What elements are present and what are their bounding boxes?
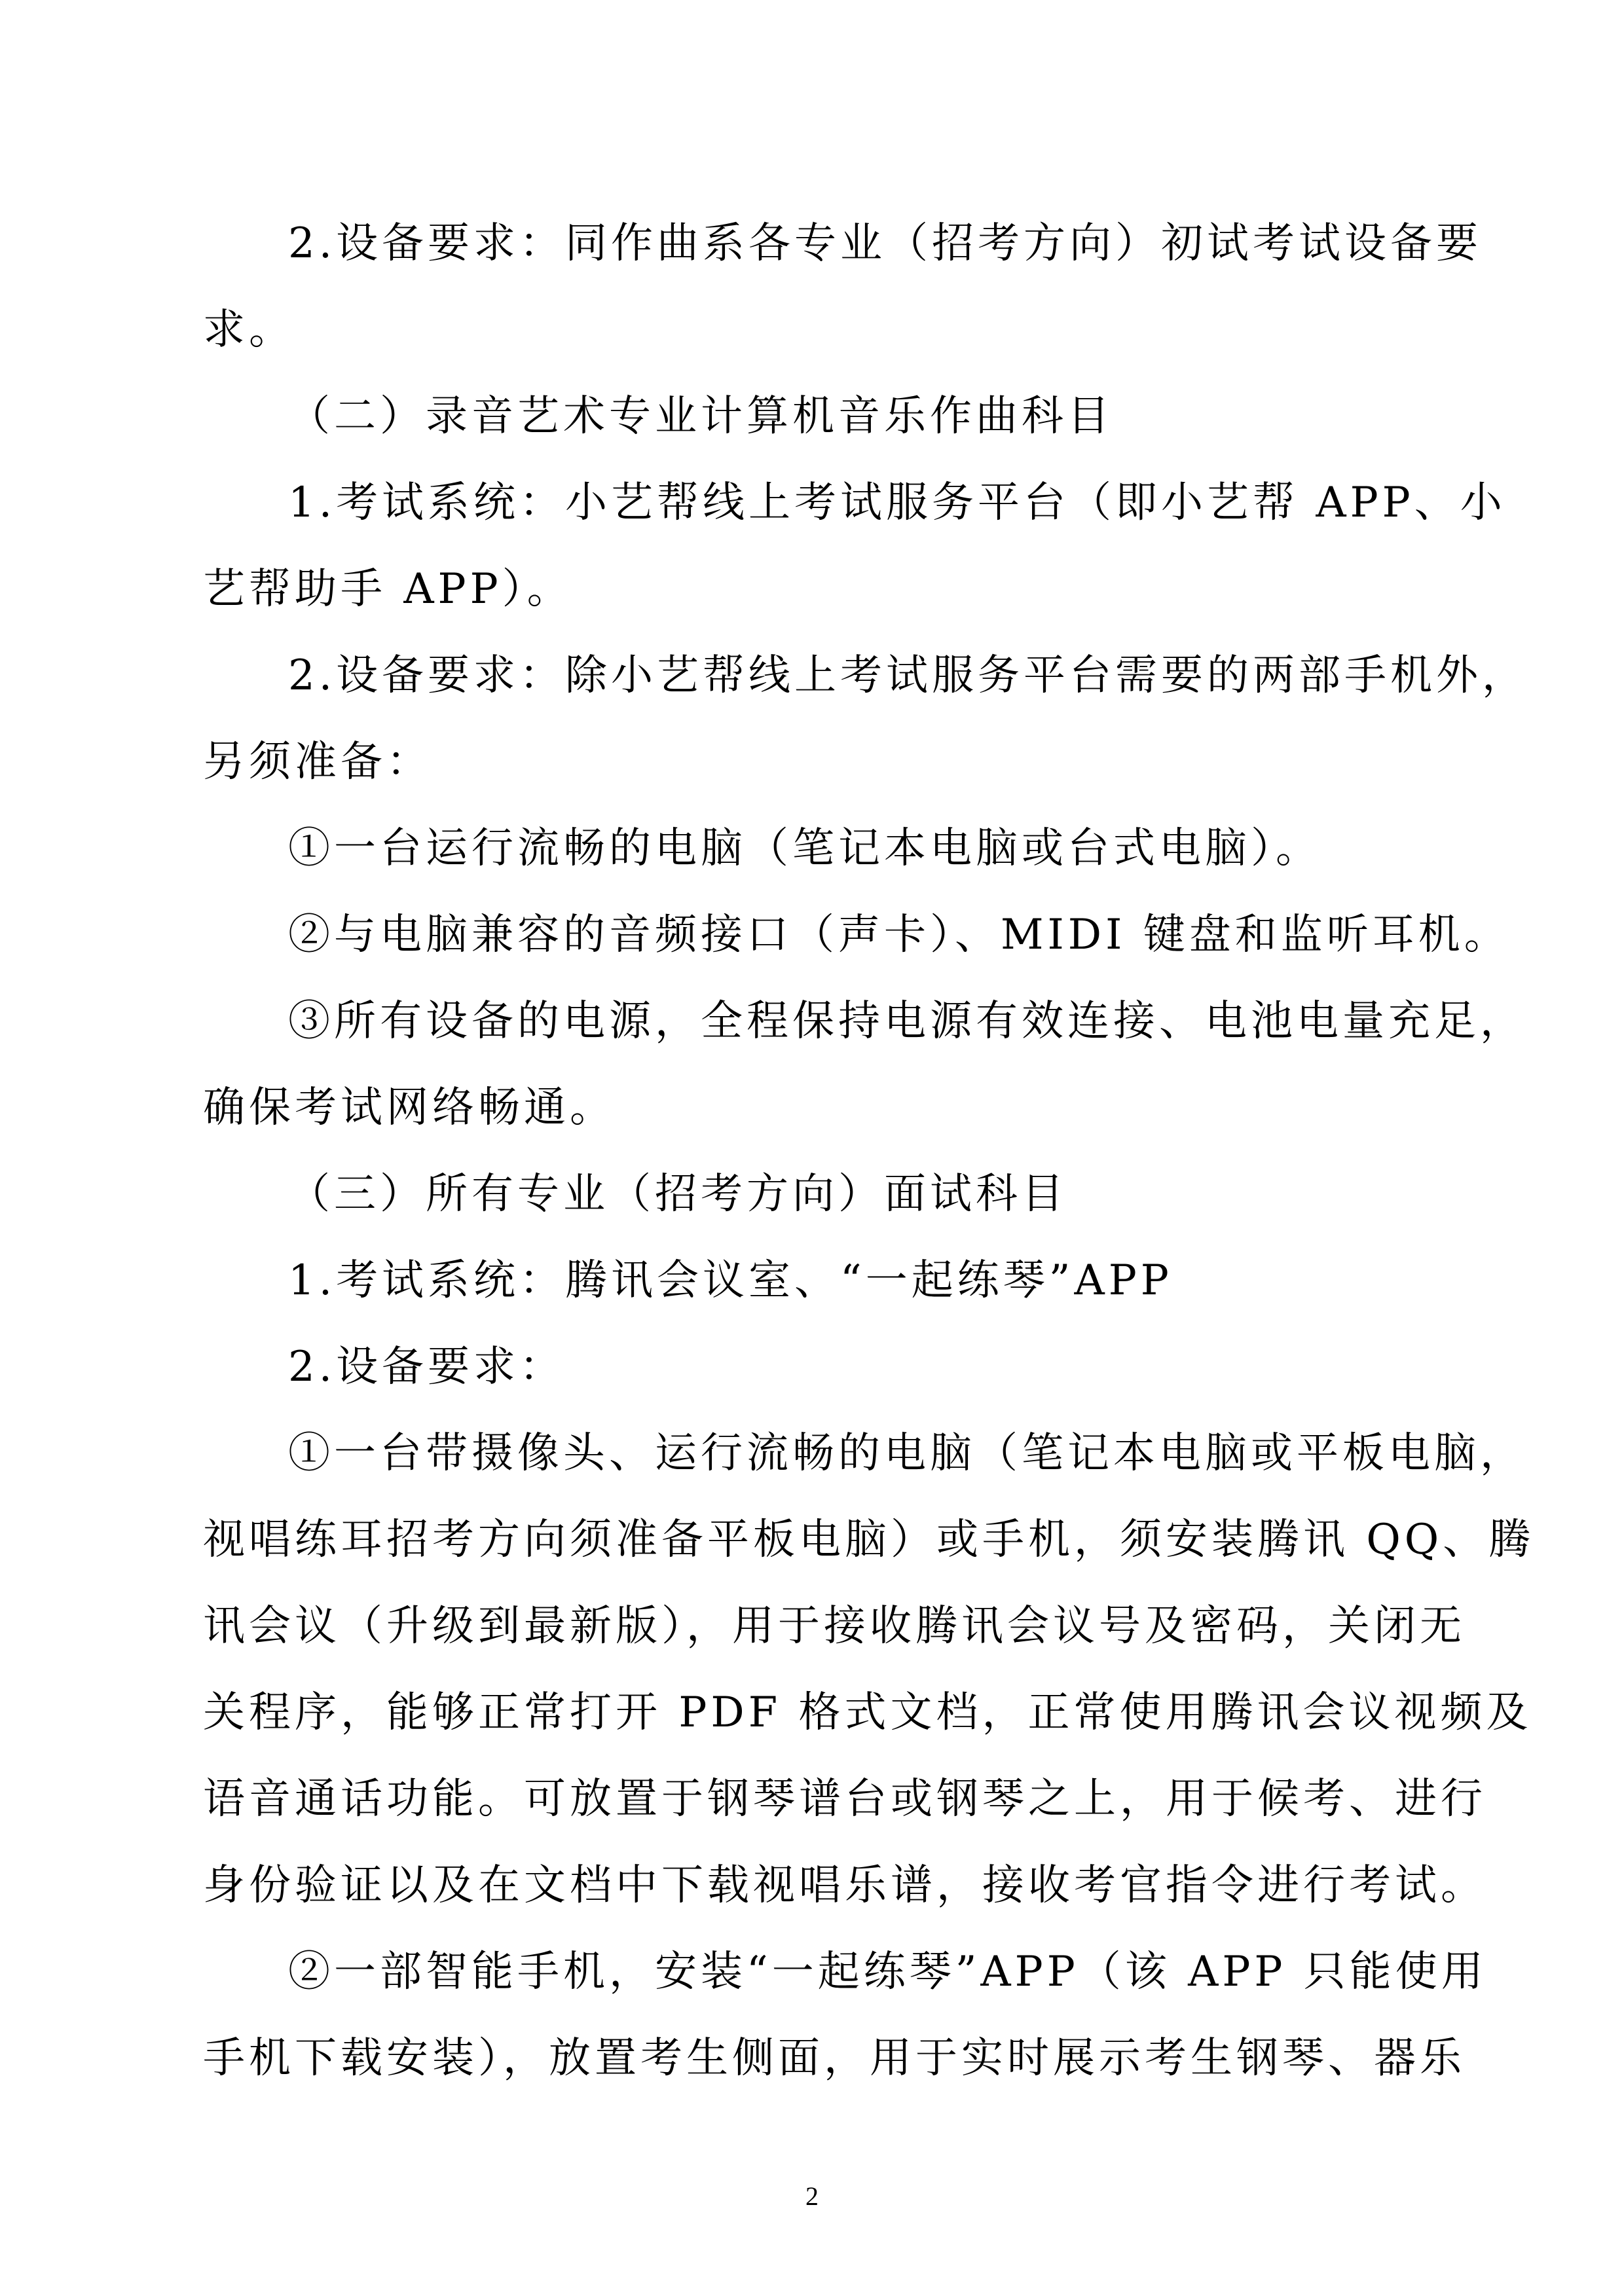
paragraph-line: 确保考试网络畅通。 [203, 1084, 616, 1132]
paragraph-line: 求。 [203, 306, 295, 354]
paragraph-line: 1.考试系统：小艺帮线上考试服务平台（即小艺帮 APP、小 [288, 479, 1506, 527]
section-heading: （三）所有专业（招考方向）面试科目 [288, 1170, 1067, 1218]
paragraph-line: 手机下载安装），放置考生侧面，用于实时展示考生钢琴、器乐 [203, 2034, 1466, 2083]
list-item: ②与电脑兼容的音频接口（声卡）、MIDI 键盘和监听耳机。 [288, 911, 1510, 959]
paragraph-line: 2.设备要求： [288, 1343, 566, 1391]
section-heading: （二）录音艺术专业计算机音乐作曲科目 [288, 392, 1113, 441]
paragraph-line: 2.设备要求：除小艺帮线上考试服务平台需要的两部手机外， [288, 651, 1528, 700]
paragraph-line: 关程序，能够正常打开 PDF 格式文档，正常使用腾讯会议视频及 [203, 1688, 1532, 1737]
paragraph-line: 1.考试系统：腾讯会议室、“一起练琴”APP [288, 1256, 1173, 1305]
paragraph-line: 语音通话功能。可放置于钢琴谱台或钢琴之上，用于候考、进行 [203, 1775, 1486, 1823]
list-item: ②一部智能手机，安装“一起练琴”APP（该 APP 只能使用 [288, 1948, 1487, 1996]
paragraph-line: 艺帮助手 APP）。 [203, 565, 573, 613]
list-item: ①一台运行流畅的电脑（笔记本电脑或台式电脑）。 [288, 824, 1321, 873]
list-item: ①一台带摄像头、运行流畅的电脑（笔记本电脑或平板电脑， [288, 1429, 1526, 1478]
paragraph-line: 身份验证以及在文档中下载视唱乐谱，接收考官指令进行考试。 [203, 1861, 1486, 1910]
paragraph-line: 视唱练耳招考方向须准备平板电脑）或手机，须安装腾讯 QQ、腾 [203, 1516, 1535, 1564]
list-item: ③所有设备的电源，全程保持电源有效连接、电池电量充足， [288, 997, 1526, 1046]
paragraph-line: 讯会议（升级到最新版），用于接收腾讯会议号及密码，关闭无 [203, 1602, 1466, 1650]
paragraph-line: 2.设备要求：同作曲系各专业（招考方向）初试考试设备要 [288, 219, 1483, 268]
page-number: 2 [805, 2181, 819, 2211]
paragraph-line: 另须准备： [203, 738, 432, 786]
